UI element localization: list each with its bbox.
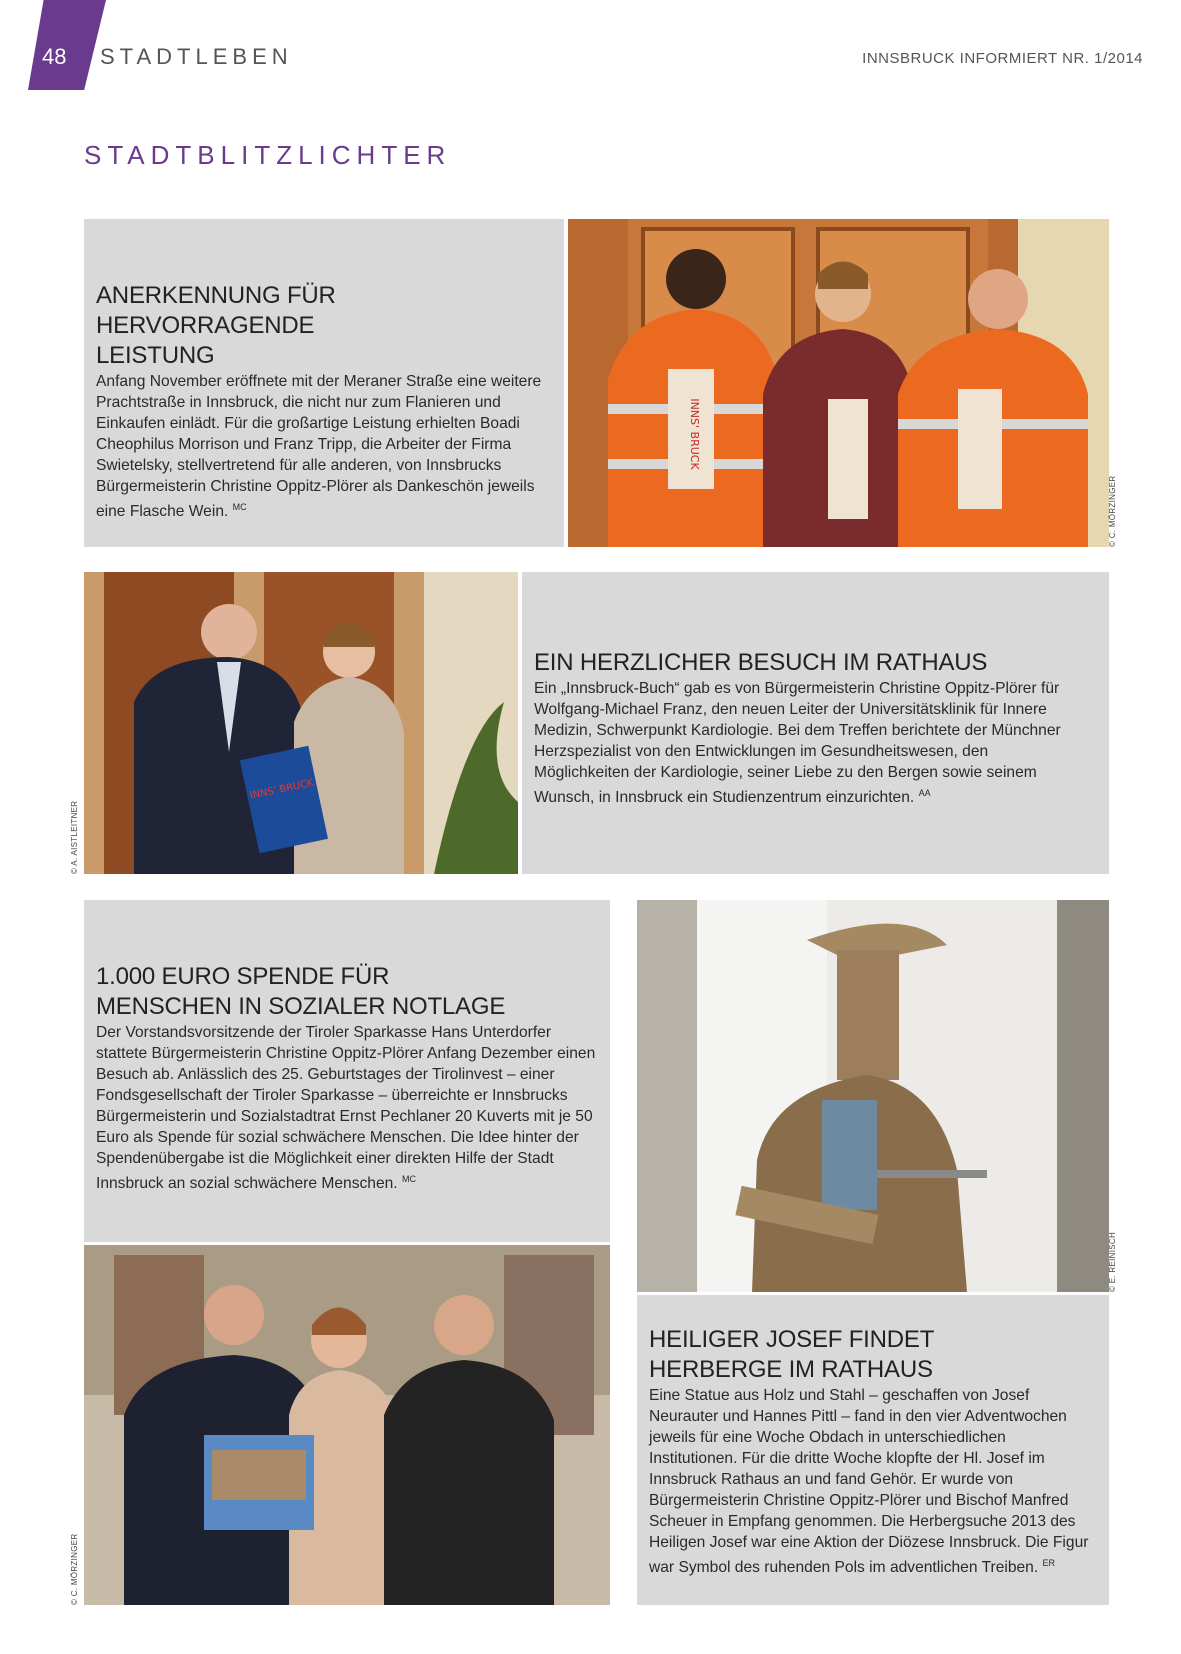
publication-title: INNSBRUCK INFORMIERT NR. 1/2014 <box>862 50 1143 67</box>
author-initials: ER <box>1042 1558 1056 1568</box>
bag-label: INNS' BRUCK <box>688 398 701 470</box>
article-body: Eine Statue aus Holz und Stahl – geschaffen von Josef Neurauter und Hannes Pittl – fand in den vier Adventwochen jeweils für eine Woche Obdach in unterschiedlichen Institutionen. Für die dritte Woche klopfte der Hl. Josef im Innsbruck Rathaus an und fand Gehör. Er wurde von Bürgermeisterin Christine Oppitz-Plörer und Bischof Manfred Scheuer in Empfang genommen. Die Herbergsuche 2013 des Heiligen Josef war eine Aktion der Diözese Innsbruck. Die Figur war Symbol des ruhenden Pols im adventlichen Treiben. $^{ER}$ <box>649 1387 1089 1577</box>
article-anerkennung <box>84 219 564 547</box>
article-title: 1.000 EURO SPENDE FÜR MENSCHEN IN SOZIALER NOTLAGE <box>96 963 506 1020</box>
page-number-tab <box>28 0 106 90</box>
page-kicker: STADTBLITZLICHTER <box>84 140 452 170</box>
photo-wooden-statue <box>637 900 1109 1292</box>
photo-donation-handover <box>84 1245 610 1605</box>
article-title: ANERKENNUNG FÜR HERVORRAGENDE LEISTUNG <box>96 282 336 369</box>
photo-book-handover <box>84 572 518 874</box>
book-label: INNS' BRUCK <box>248 777 315 802</box>
photo-workers-with-mayor <box>568 219 1109 547</box>
page-number: 48 <box>42 44 67 69</box>
article-spende <box>84 900 610 1242</box>
article-title: HEILIGER JOSEF FINDET HERBERGE IM RATHAUS <box>649 1326 934 1383</box>
article-body: Ein „Innsbruck-Buch“ gab es von Bürgermeisterin Christine Oppitz-Plörer für Wolfgang-Michael Franz, den neuen Leiter der Universitätsklinik für Innere Medizin, Schwerpunkt Kardiologie. Bei dem Treffen berichtete der Münchner Herzspezialist von den Entwicklungen im Gesundheitswesen, den Möglichkeiten der Kardiologie, seiner Liebe zu den Bergen sowie seinem Wunsch, in Innsbruck ein Studienzentrum einzurichten. $^{AA}$ <box>534 680 1061 807</box>
photo-credit: © C. MÖRZINGER <box>70 1533 79 1605</box>
article-body: Der Vorstandsvorsitzende der Tiroler Sparkasse Hans Unterdorfer stattete Bürgermeisterin Christine Oppitz-Plörer Anfang Dezember einen Besuch ab. Anlässlich des 25. Geburtstages der Tirolinvest – einer Fondsgesellschaft der Tiroler Sparkasse – überreichte er Innsbrucks Bürgermeisterin und Sozialstadtrat Ernst Pechlaner 20 Kuverts mit je 50 Euro als Spende für sozial schwächere Menschen. Die Idee hinter der Spendenübergabe ist die Möglichkeit einer direkten Hilfe der Stadt Innsbruck an sozial schwächere Menschen. $^{MC}$ <box>96 1024 596 1193</box>
photo-credit: © E. REINISCH <box>1108 1231 1117 1292</box>
article-heiliger-josef <box>637 1295 1109 1605</box>
author-initials: AA <box>918 788 931 798</box>
article-herzlicher-besuch <box>522 572 1109 874</box>
photo-credit: © C. MÖRZINGER <box>1108 475 1117 547</box>
author-initials: MC <box>401 1174 416 1184</box>
photo-credit: © A. AISTLEITNER <box>70 800 79 874</box>
author-initials: MC <box>232 502 247 512</box>
section-label: STADTLEBEN <box>100 44 293 69</box>
article-body: Anfang November eröffnete mit der Meraner Straße eine weitere Prachtstraße in Innsbruck, die nicht nur zum Flanieren und Einkaufen einlädt. Für die großartige Leistung erhielten Boadi Cheophilus Morrison und Franz Tripp, die Arbeiter der Firma Swietelsky, stellvertretend für alle anderen, von Innsbrucks Bürgermeisterin Christine Oppitz-Plörer als Dankeschön jeweils eine Flasche Wein. $^{MC}$ <box>96 373 542 521</box>
article-title: EIN HERZLICHER BESUCH IM RATHAUS <box>534 649 988 676</box>
